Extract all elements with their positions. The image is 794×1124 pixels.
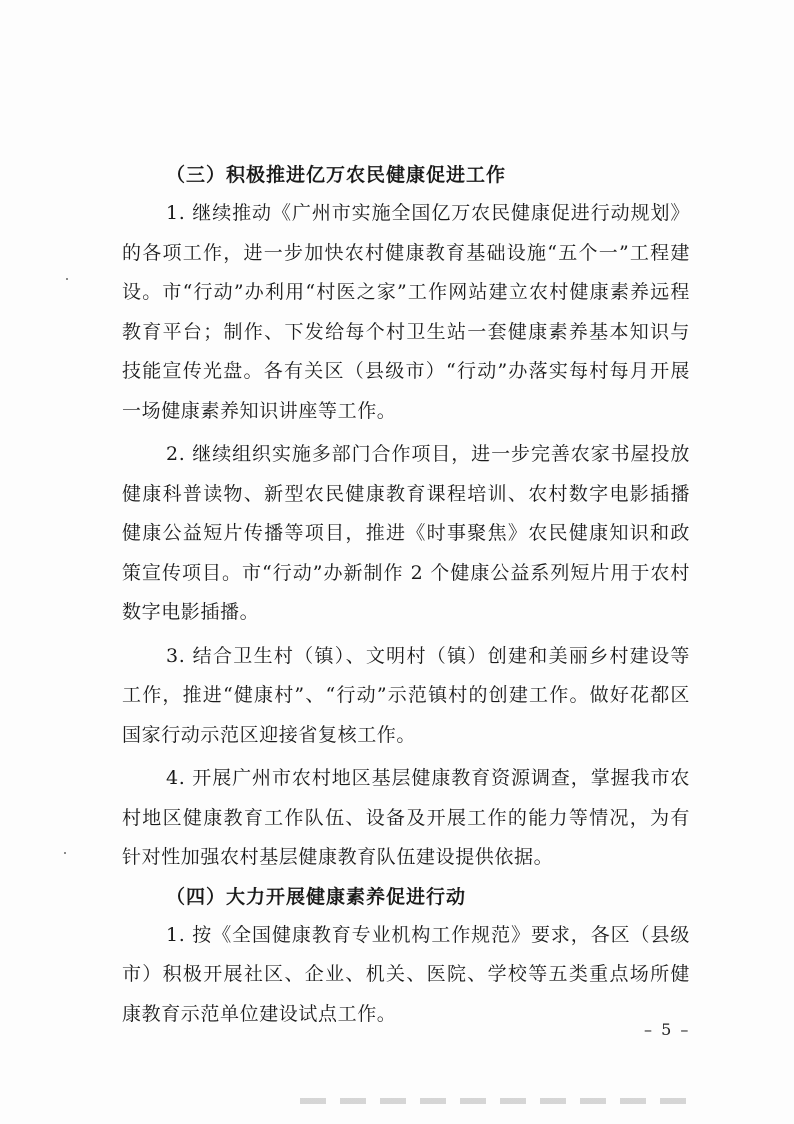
paragraph-4-1: 1. 按《全国健康教育专业机构工作规范》要求，各区（县级市）积极开展社区、企业、机关、医院、学校等五类重点场所健康教育示范单位建设试点工作。 [122, 923, 690, 1025]
page-number: – 5 – [644, 1020, 691, 1039]
paragraph-3-3: 3. 结合卫生村（镇）、文明村（镇）创建和美丽乡村建设等工作，推进“健康村”、“行动”示范镇村的创建工作。做好花都区国家行动示范区迎接省复核工作。 [122, 644, 690, 746]
paragraph-3-4: 4. 开展广州市农村地区基层健康教育资源调查，掌握我市农村地区健康教育工作队伍、设备及开展工作的能力等情况，为有针对性加强农村基层健康教育队伍建设提供依据。 [122, 767, 690, 868]
scan-speck [66, 278, 68, 280]
scan-speck [64, 852, 66, 854]
document-body [122, 160, 690, 1038]
paragraph-3-2: 2. 继续组织实施多部门合作项目，进一步完善农家书屋投放健康科普读物、新型农民健康教育课程培训、农村数字电影插播健康公益短片传播等项目，推进《时事聚焦》农民健康知识和政策宣传项目。市“行动”办新制作 2 个健康公益系列短片用于农村数字电影插播。 [122, 443, 690, 623]
paragraph-3-1: 1. 继续推动《广州市实施全国亿万农民健康促进行动规划》的各项工作，进一步加快农村健康教育基础设施“五个一”工程建设。市“行动”办利用“村医之家”工作网站建立农村健康素养远程教育平台；制作、下发给每个村卫生站一套健康素养基本知识与技能宣传光盘。各有关区（县级市）“行动”办落实每村每月开展一场健康素养知识讲座等工作。 [122, 202, 690, 422]
scan-artifact-strip [300, 1098, 700, 1104]
section-heading-4: （四）大力开展健康素养促进行动 [166, 885, 467, 908]
section-heading-3: （三）积极推进亿万农民健康促进工作 [166, 164, 507, 186]
